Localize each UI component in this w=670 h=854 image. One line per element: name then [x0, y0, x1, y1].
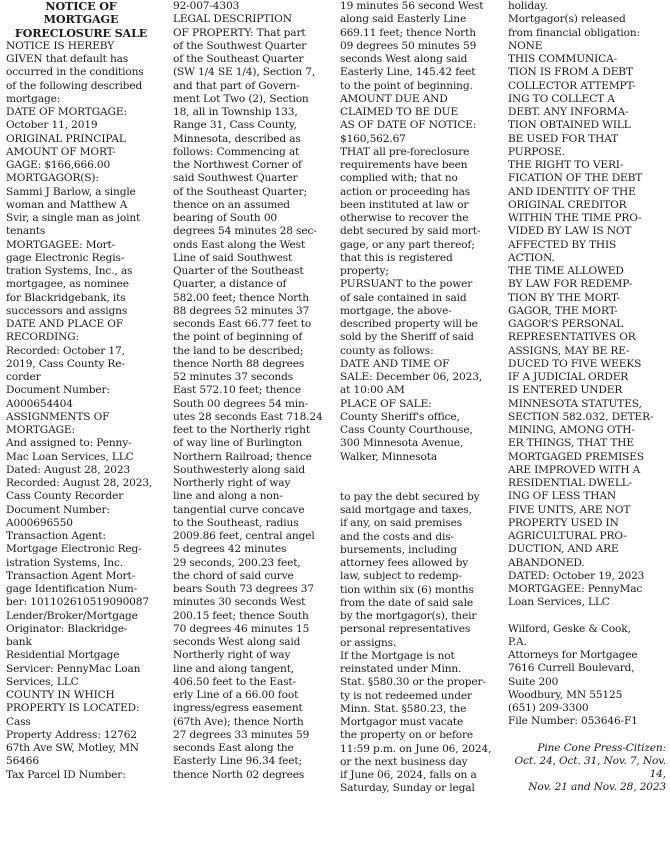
- legal-holiday: holiday.: [508, 0, 548, 12]
- date-of-mortgage: DATE OF MORTGAGE: October 11, 2019: [6, 106, 127, 132]
- dated-mortgagee: DATED: October 19, 2023 MORTGAGEE: PennyMac Loan Services, LLC: [508, 569, 645, 609]
- verification-right: THE RIGHT TO VERI- FICATION OF THE DEBT AND IDENTITY OF THE ORIGINAL CREDITOR WITHIN THE TIME PRO- VIDED BY LAW IS NOT AFFECTED BY THIS ACTION.: [508, 159, 643, 264]
- county-property-location: COUNTY IN WHICH PROPERTY IS LOCATED: Cass Property Address: 12762 67th Ave SW, Motley, MN 56466 Tax Parcel ID Number:: [6, 689, 140, 781]
- publication-dates: Pine Cone Press-Citizen: Oct. 24, Oct. 31, Nov. 7, Nov. 14, Nov. 21 and Nov. 28, 2023: [514, 741, 666, 794]
- vacate-notice: If the Mortgage is not reinstated under Minn. Stat. §580.30 or the proper- ty is not redeemed under Minn. Stat. §580.23, the Mortgagor must vacate the property on or before 11:59 p.m. on June 06, 2024, or the next business day if June 06, 2024, falls on a Saturday, Sunday or legal: [340, 649, 492, 795]
- power-of-sale: PURSUANT to the power of sale contained in said mortgage, the above- described property will be sold by the Sheriff of said county as follows:: [340, 278, 478, 357]
- tax-parcel-id: 92-007-4303: [173, 0, 240, 12]
- place-of-sale: PLACE OF SALE: County Sheriff's office, Cass County Courthouse, 300 Minnesota Avenue, Walker, Minnesota: [340, 397, 473, 463]
- mortgagors: MORTGAGOR(S): Sammi J Barlow, a single woman and Matthew A Svir, a single man as joint tenants: [6, 172, 141, 238]
- date-place-of-recording: DATE AND PLACE OF RECORDING: Recorded: October 17, 2019, Cass County Re- corder Document Number: A000654404: [6, 318, 125, 410]
- column-3: [340, 0, 500, 796]
- legal-description-cont: 19 minutes 56 second West along said Easterly Line 669.11 feet; thence North 09 degrees 50 minutes 59 seconds West along said Easterly Line, 145.42 feet to the point of beginning.: [340, 0, 484, 92]
- section-gap: [508, 610, 666, 623]
- transaction-agent: Transaction Agent: Mortgage Electronic Reg- istration Systems, Inc. Transaction Agent Mort- gage Identification Num- ber: 101102610519090087 Lender/Broker/Mortgage Originator: Blackridge- bank Residential Mortgage Servicer: PennyMac Loan Services, LLC: [6, 530, 149, 688]
- section-gap: [340, 464, 500, 491]
- attorney-block: Wilford, Geske & Cook, P.A. Attorneys for Mortgagee 7616 Currell Boulevard, Suite 200 Woodbury, MN 55125 (651) 209-3300 File Number: 053646-F1: [508, 622, 638, 728]
- section-gap: [508, 729, 666, 742]
- column-2: [173, 0, 331, 782]
- redemption-time: THE TIME ALLOWED BY LAW FOR REDEMP- TION BY THE MORT- GAGOR, THE MORT- GAGOR'S PERSONAL REPRESENTATIVES OR ASSIGNS, MAY BE RE- DUCED TO FIVE WEEKS IF A JUDICIAL ORDER IS ENTERED UNDER MINNESOTA STATUTES, SECTION 582.032, DETER- MINING, AMONG OTH- ER THINGS, THAT THE MORTGAGED PREMISES ARE IMPROVED WITH A RESIDENTIAL DWELL- ING OF LESS THAN FIVE UNITS, ARE NOT PROPERTY USED IN AGRICULTURAL PRO- DUCTION, AND ARE ABANDONED.: [508, 265, 654, 569]
- pre-foreclosure-requirements: THAT all pre-foreclosure requirements have been complied with; that no action or proceeding has been instituted at law or otherwise to recover the debt secured by said mort- gage, or any part thereof; that this is registered property;: [340, 145, 481, 277]
- legal-description: LEGAL DESCRIPTION OF PROPERTY: That part of the Southwest Quarter of the Southeast Quarter (SW 1/4 SE 1/4), Section 7, and that part of Govern- ment Lot Two (2), Section 18, all in Township 133, Range 31, Cass County, Minnesota, described as follows: Commencing at the Northwest Corner of said Southwest Quarter of the Southeast Quarter; thence on an assumed bearing of South 00 degrees 54 minutes 28 sec- onds East along the West Line of said Southwest Quarter of the Southeast Quarter, a distance of 582.00 feet; thence North 88 degrees 52 minutes 37 seconds East 66.77 feet to the point of beginning of the land to be described; thence North 88 degrees 52 minutes 37 seconds East 572.10 feet; thence South 00 degrees 54 min- utes 28 seconds East 718.24 feet to the Northerly right of way line of Burlington Northern Railroad; thence Southwesterly along said Northerly right of way line and along a non- tangential curve concave to the Southeast, radius 2009.86 feet, central angel 5 degrees 42 minutes 29 seconds, 200.23 feet, the chord of said curve bears South 73 degrees 37 minutes 30 seconds West 200.15 feet; thence South 70 degrees 46 minutes 15 seconds West along said Northerly right of way line and along tangent, 406.50 feet to the East- erly Line of a 66.00 foot ingress/egress easement (67th Ave); thence North 27 degrees 33 minutes 59 seconds East along the Easterly Line 96.34 feet; thence North 02 degrees: [173, 13, 323, 781]
- assignments-of-mortgage: ASSIGNMENTS OF MORTGAGE: And assigned to: Penny- Mac Loan Services, LLC Dated: August 28, 2023 Recorded: August 28, 2023, Cass County Recorder Document Number: A000696550: [6, 410, 153, 529]
- notice-title: NOTICE OF MORTGAGE FORECLOSURE SALE: [14, 0, 148, 40]
- payment-of-debt: to pay the debt secured by said mortgage and taxes, if any, on said premises and the costs and dis- bursements, including attorney fees allowed by law, subject to redemp- tion within six (6) months from the date of said sale by the mortgagor(s), their personal representatives or assigns.: [340, 490, 480, 649]
- column-1: [6, 0, 156, 782]
- original-principal-amount: ORIGINAL PRINCIPAL AMOUNT OF MORT- GAGE: $166,666.00: [6, 132, 126, 171]
- debt-collector-notice: THIS COMMUNICA- TION IS FROM A DEBT COLLECTOR ATTEMPT- ING TO COLLECT A DEBT. ANY INFORMA- TION OBTAINED WILL BE USED FOR THAT PURPOSE.: [508, 53, 636, 158]
- column-4: [508, 0, 666, 795]
- mortgagor-release: Mortgagor(s) released from financial obligation: NONE: [508, 13, 640, 52]
- notice-intro: NOTICE IS HEREBY GIVEN that default has occurred in the conditions of the following described mortgage:: [6, 39, 144, 105]
- date-time-of-sale: DATE AND TIME OF SALE: December 06, 2023, at 10:00 AM: [340, 357, 483, 397]
- mortgagee: MORTGAGEE: Mort- gage Electronic Regis- tration Systems, Inc., as mortgagee, as nominee for Blackridgebank, its successors and assigns: [6, 238, 133, 317]
- amount-due: AMOUNT DUE AND CLAIMED TO BE DUE AS OF DATE OF NOTICE: $160,562.67: [340, 92, 477, 145]
